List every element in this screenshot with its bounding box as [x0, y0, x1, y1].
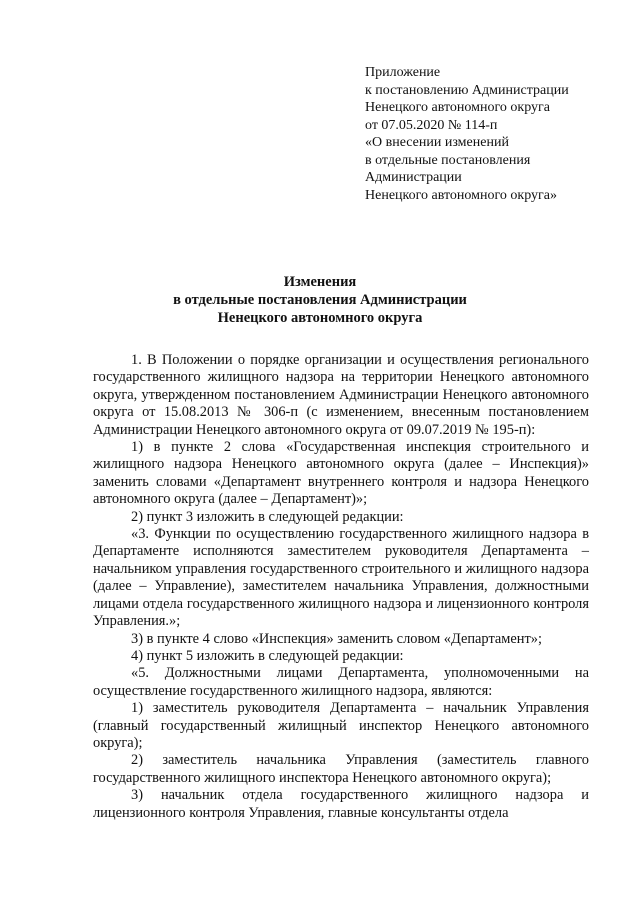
appendix-line: в отдельные постановления [365, 152, 531, 168]
appendix-header [365, 64, 625, 204]
title-line: в отдельные постановления Администрации [173, 292, 467, 308]
appendix-line: от 07.05.2020 № 114-п [365, 117, 498, 133]
paragraph: «3. Функции по осуществлению государственного жилищного надзора в Департаменте исполняются заместителем руководителя Департамента – начальником управления государственного строительного и жилищного надзора (далее – Управление), заместителем начальника Управления, должностными лицами отдела государственного жилищного надзора и лицензионного контроля Управления.»; [93, 526, 589, 630]
document-body [93, 352, 589, 822]
appendix-line: «О внесении изменений [365, 135, 509, 150]
appendix-line: Ненецкого автономного округа» [365, 187, 557, 203]
appendix-line: к постановлению Администрации [365, 82, 569, 98]
title-line: Изменения [283, 274, 357, 290]
paragraph: 3) в пункте 4 слово «Инспекция» заменить словом «Департамент»; [131, 630, 542, 647]
paragraph: 4) пункт 5 изложить в следующей редакции: [131, 647, 404, 664]
appendix-line: Приложение [365, 65, 441, 80]
paragraph: 1. В Положении о порядке организации и осуществления регионального государственного жилищного надзора на территории Ненецкого автономного округа, утвержденном постановлением Администрации Ненецкого автономного округа от 15.08.2013 № 306-п (с изменением, внесенным постановлением Администрации Ненецкого автономного округа от 09.07.2019 № 195-п): [93, 352, 589, 438]
appendix-line: Ненецкого автономного округа [365, 100, 550, 115]
paragraph: 3) начальник отдела государственного жилищного надзора и лицензионного контроля Управления, главные консультанты отдела [93, 787, 589, 821]
paragraph: 1) заместитель руководителя Департамента – начальник Управления (главный государственный жилищный инспектор Ненецкого автономного округа); [93, 700, 589, 751]
document-title [0, 273, 640, 327]
paragraph: 2) пункт 3 изложить в следующей редакции: [131, 508, 404, 525]
paragraph: «5. Должностными лицами Департамента, уполномоченными на осуществление государственного жилищного надзора, являются: [93, 665, 589, 699]
title-line: Ненецкого автономного округа [217, 310, 423, 326]
appendix-line: Администрации [365, 170, 462, 185]
paragraph: 1) в пункте 2 слова «Государственная инспекция строительного и жилищного надзора Ненецкого автономного округа (далее – Инспекция)» заменить словами «Департамент внутреннего контроля и надзора Ненецкого автономного округа (далее – Департамент)»; [93, 439, 589, 508]
paragraph: 2) заместитель начальника Управления (заместитель главного государственного жилищного инспектора Ненецкого автономного округа); [93, 752, 589, 786]
